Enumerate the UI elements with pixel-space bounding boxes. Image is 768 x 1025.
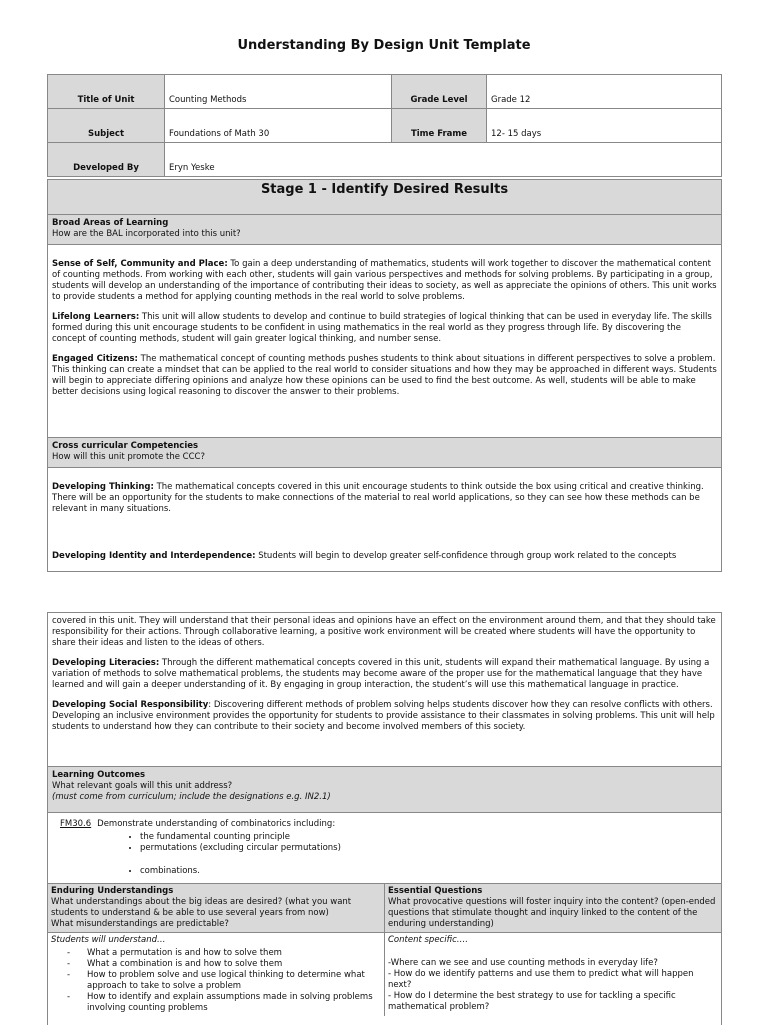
outcome-list — [60, 832, 717, 877]
stage1-heading: Stage 1 - Identify Desired Results — [48, 180, 721, 215]
outcomes-note: (must come from curriculum; include the designations e.g. IN2.1) — [52, 792, 331, 802]
thinking-heading: Developing Thinking: — [52, 482, 154, 492]
outcome-item: • the fundamental counting principle — [140, 832, 717, 843]
self-heading: Sense of Self, Community and Place: — [52, 259, 228, 269]
eu-item: - How to identify and explain assumptions made in solving problems involving counting problems — [67, 992, 381, 1014]
document-title: Understanding By Design Unit Template — [237, 38, 531, 53]
eu-item: - What a permutation is and how to solve them — [67, 948, 381, 959]
eq-question: What provocative questions will foster inquiry into the content? (open-ended questions that stimulate thought and inquiry linked to the content of the enduring understanding) — [388, 897, 716, 929]
stage1-section — [47, 179, 722, 572]
outcomes-title: Learning Outcomes — [52, 770, 146, 780]
outcome-item: • combinations. — [140, 866, 717, 877]
eu-item: - What a combination is and how to solve them — [67, 959, 381, 970]
outcomes-header — [48, 767, 721, 813]
social-heading: Developing Social Responsibility — [52, 700, 209, 710]
understandings-header-row — [48, 883, 721, 932]
identity-heading: Developing Identity and Interdependence: — [52, 551, 256, 561]
eu-title: Enduring Understandings — [51, 886, 174, 896]
outcomes-question: What relevant goals will this unit address? — [52, 781, 233, 791]
subject-label: Subject — [48, 109, 165, 143]
social-text: : Discovering different methods of problem solving helps students discover how they can resolve conflicts with others. Developing an inclusive environment provides the opportunity for students to provide assistance to their classmates in solving problems. This unit will help students to understand how they can contribute to their society and become involved members of this society. — [52, 700, 715, 732]
eq-item: - How do we identify patterns and use them to predict what will happen next? — [388, 969, 694, 990]
bal-title: Broad Areas of Learning — [52, 218, 169, 228]
title-label: Title of Unit — [48, 75, 165, 109]
eu-item: - How to problem solve and use logical thinking to determine what approach to take to solve a problem — [67, 970, 381, 992]
eu-content — [48, 933, 384, 1016]
grade-label: Grade Level — [392, 75, 487, 109]
eu-misunderstandings: What misunderstandings are predictable? — [51, 919, 229, 929]
developer-value: Eryn Yeske — [165, 143, 722, 177]
title-value: Counting Methods — [165, 75, 392, 109]
outcome-item: • permutations (excluding circular permutations) — [140, 843, 717, 854]
eu-list — [51, 948, 381, 1014]
eq-header — [384, 884, 721, 932]
ccc-content — [48, 468, 721, 562]
developer-label: Developed By — [48, 143, 165, 177]
bal-header — [48, 215, 721, 245]
lifelong-text: This unit will allow students to develop and continue to build strategies of logical thinking that can be used in everyday life. The skills formed during this unit encourage students to be confident in using mathematics in the real world as they progress through life. By discovering the concept of counting methods, student will gain greater logical thinking, and number sense. — [52, 312, 712, 344]
citizens-heading: Engaged Citizens: — [52, 354, 138, 364]
eu-question: What understandings about the big ideas are desired? (what you want students to understand & be able to use several years from now) — [51, 897, 352, 918]
outcome-fm306 — [48, 813, 721, 883]
stage1-continued — [47, 612, 722, 1025]
unit-info-table — [47, 74, 722, 177]
ccc-question: How will this unit promote the CCC? — [52, 452, 205, 462]
outcome-code: FM30.6 — [60, 819, 92, 829]
bal-content — [48, 245, 721, 438]
identity-continued: covered in this unit. They will understand that their personal ideas and opinions have an effect on the environment around them, and that they should take responsibility for their actions. Through collaborative learning, a positive work environment will be created where students will have the opportunity to share their ideas and listen to the ideas of others. — [52, 616, 716, 648]
identity-text: Students will begin to develop greater self-confidence through group work related to the concepts — [255, 551, 677, 561]
outcome-text: Demonstrate understanding of combinatorics including: — [97, 819, 336, 829]
eq-content — [384, 933, 721, 1016]
grade-value: Grade 12 — [487, 75, 722, 109]
eq-lead: Content specific…. — [388, 935, 468, 945]
lifelong-heading: Lifelong Learners: — [52, 312, 140, 322]
thinking-text: The mathematical concepts covered in this unit encourage students to think outside the box using critical and creative thinking. There will be an opportunity for the students to make connections of the material to real world applications, so they can see how these methods can be relevant in many situations. — [52, 482, 704, 514]
ccc-continued — [48, 613, 721, 767]
ccc-header — [48, 438, 721, 468]
understandings-content-row — [48, 932, 721, 1016]
eu-header — [48, 884, 384, 932]
eq-title: Essential Questions — [388, 886, 483, 896]
eq-item: - How do I determine the best strategy to use for tackling a specific mathematical problem? — [388, 991, 676, 1012]
subject-value: Foundations of Math 30 — [165, 109, 392, 143]
time-value: 12- 15 days — [487, 109, 722, 143]
eq-item: -Where can we see and use counting methods in everyday life? — [388, 958, 658, 968]
literacies-text: Through the different mathematical concepts covered in this unit, students will expand their mathematical language. By using a variation of methods to solve mathematical problems, the students may become aware of the proper use for the mathematical language that they have learned and will gain a deeper understanding of it. By engaging in group interaction, the student’s will use this mathematical language in practice. — [52, 658, 710, 690]
citizens-text: The mathematical concept of counting methods pushes students to think about situations in different perspectives to solve a problem. This thinking can create a mindset that can be applied to the real world to consider situations and how they may be approached in different ways. Students will begin to appreciate differing opinions and analyze how these opinions can be used to find the best outcome. As well, students will be able to make better decisions using logical reasoning to discover the answer to their problems. — [52, 354, 717, 397]
literacies-heading: Developing Literacies: — [52, 658, 160, 668]
self-text: To gain a deep understanding of mathematics, students will work together to discover the mathematical content of counting methods. From working with each other, students will gain various perspectives and methods for solving problems. By participating in a group, students will develop an understanding of the importance of contributing their ideas to society, as well as appreciate the opinions of others. This unit works to provide students a method for applying counting methods in the real world to solve problems. — [52, 259, 717, 302]
eu-lead: Students will understand… — [51, 935, 166, 945]
ccc-title: Cross curricular Competencies — [52, 441, 199, 451]
time-label: Time Frame — [392, 109, 487, 143]
bal-question: How are the BAL incorporated into this unit? — [52, 229, 241, 239]
